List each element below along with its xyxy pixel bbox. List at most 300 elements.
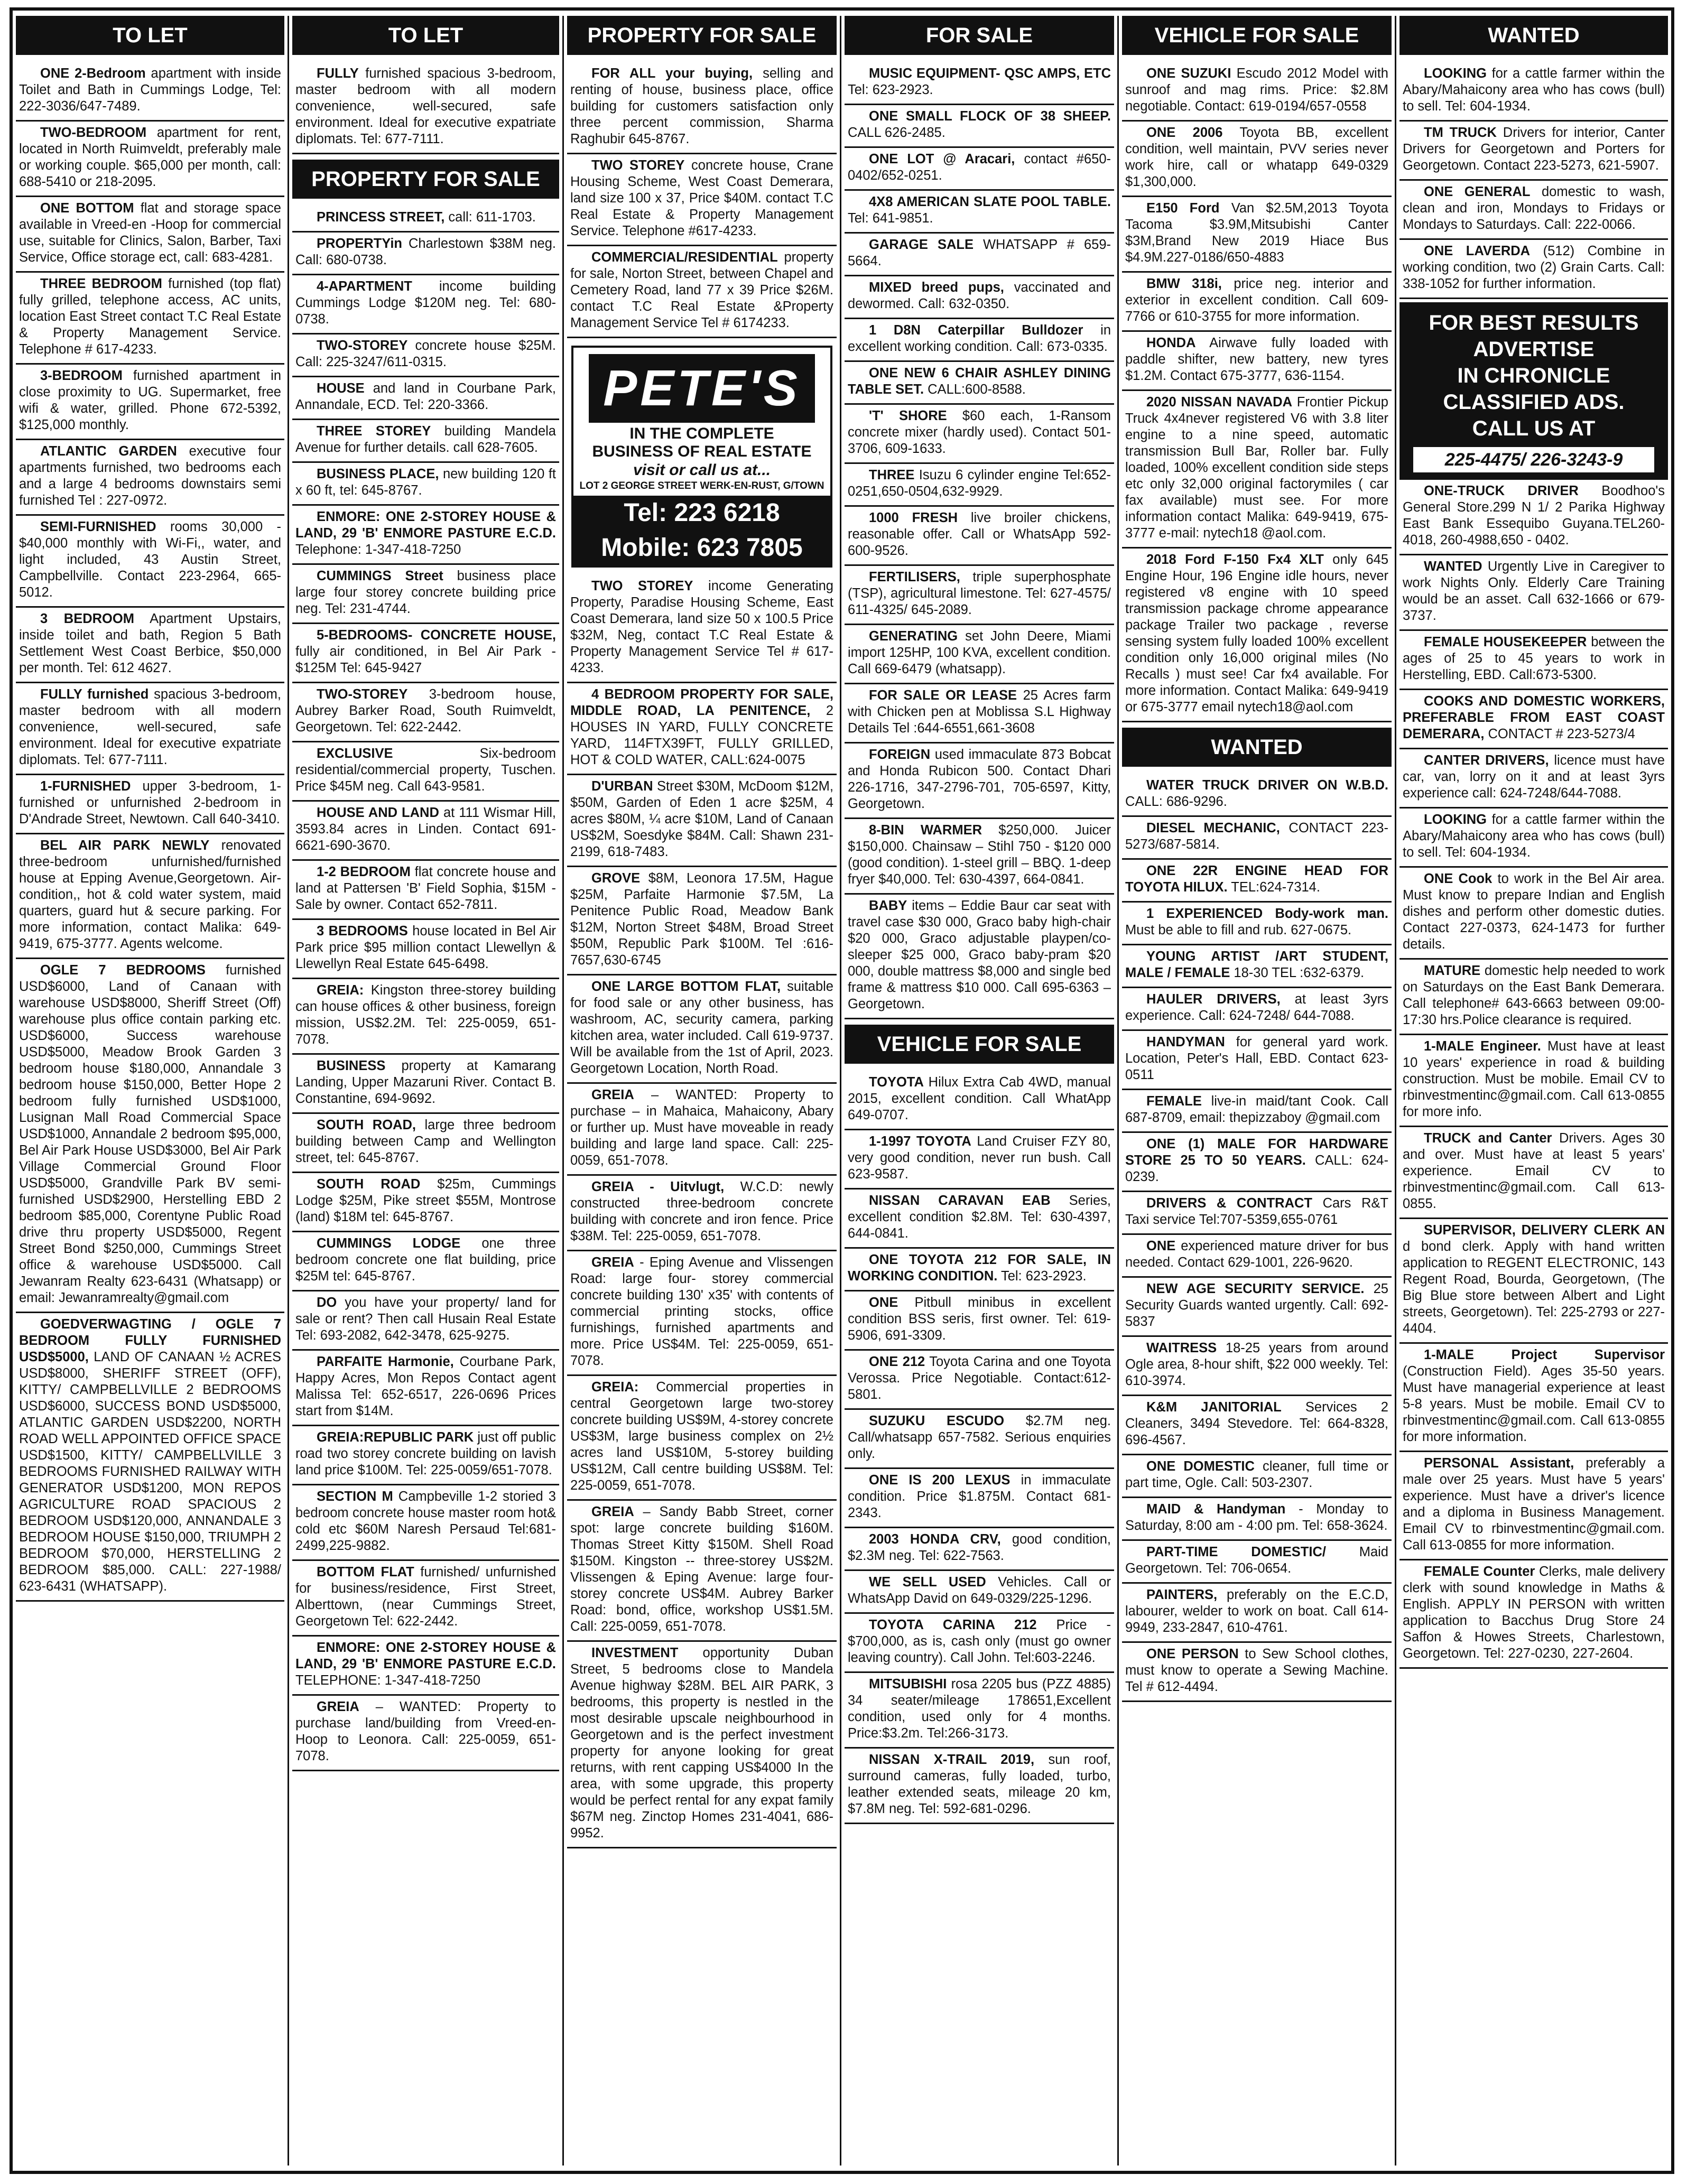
classified-ad	[845, 1291, 1114, 1351]
ad-lead: BMW 318i,	[1146, 276, 1222, 291]
ad-body: CALL: 686-9296.	[1125, 794, 1227, 809]
ad-body: renovated three-bedroom unfurnished/furnished house at Epping Avenue,Georgetown. Air-condition,, hot & cold water system, maid quarters, guard hut & secure parking. For more information, contact Malika: 649-9419, 675-3777. Agents welcome.	[19, 838, 281, 951]
classified-ad	[1122, 197, 1392, 273]
ad-lead: SEMI-FURNISHED	[40, 519, 156, 534]
classified-ad	[292, 1055, 559, 1114]
ad-body: $2.7M neg. Call/whatsapp 657-7582. Serious enquiries only.	[848, 1414, 1111, 1461]
ad-lead: 1-MALE Project Supervisor	[1424, 1347, 1665, 1362]
classified-ad	[845, 1673, 1114, 1749]
ad-body: Courbane Park, Happy Acres, Mon Repos Contact agent Malissa Tel: 652-6517, 226-0696 Prices start from $14M.	[295, 1354, 556, 1418]
ad-body: live-in maid/tant Cook. Call 687-8709, email: thepizzaboy @gmail.com	[1125, 1094, 1388, 1125]
classified-ad	[567, 1501, 837, 1642]
classified-ad	[292, 275, 559, 334]
ad-lead: NEW AGE SECURITY SERVICE.	[1146, 1281, 1365, 1296]
classified-ad	[845, 566, 1114, 625]
ad-lead: MUSIC EQUIPMENT- QSC AMPS, ETC	[869, 66, 1111, 81]
classified-ad	[16, 516, 284, 608]
ad-body: domestic help needed to work on Saturdays on the East Bank Demerara. Call telephone# 643-6663 between 09:00- 17:30 hrs.Police clearance is required.	[1403, 963, 1665, 1027]
ad-lead: ONE SMALL FLOCK OF 38 SHEEP.	[869, 109, 1111, 124]
ad-body: new building 120 ft x 60 ft, tel: 645-8767.	[295, 467, 556, 498]
ad-body: CALL 626-2485.	[848, 125, 946, 140]
ad-body: (Construction Field). Ages 35-50 years. Must have managerial experience at least 5-8 years. Must be mobile. Email CV to rbinvestmentinc@gmail.com. Call 613-0855 for more information.	[1403, 1364, 1665, 1444]
ad-body: sun roof, surround cameras, fully loaded, turbo, leather extended seats, mileage 20 km, $7.8M neg. Tel: 592-681-0296.	[848, 1752, 1111, 1816]
classified-ad	[845, 1528, 1114, 1571]
section-heading: VEHICLE FOR SALE	[845, 1025, 1114, 1064]
classified-ad	[1122, 62, 1392, 122]
classified-ad	[292, 334, 559, 377]
ad-body: in immaculate condition. Price $1.875M. Contact 681-2343.	[848, 1473, 1111, 1520]
ad-lead: OGLE 7 BEDROOMS	[40, 963, 206, 978]
classified-ad	[292, 565, 559, 624]
classified-ad	[845, 684, 1114, 744]
ad-lead: PART-TIME DOMESTIC/	[1146, 1545, 1326, 1559]
ad-lead: 5-BEDROOMS- CONCRETE HOUSE,	[317, 628, 556, 643]
classified-ad	[1399, 1560, 1668, 1669]
classified-ad	[1122, 391, 1392, 549]
ad-body: furnished/ unfurnished for business/residence, First Street, Alberttown, (near Cummings Street, Georgetown Tel: 622-2442.	[295, 1565, 557, 1629]
column-to-let-1	[13, 16, 288, 2166]
ad-body: rosa 2205 bus (PZZ 4885) 34 seater/mileage 178651,Excellent condition, used only for 4 months. Price:$3.2m. Tel:266-3173.	[848, 1677, 1111, 1741]
ad-lead: GREIA	[591, 1504, 634, 1519]
classified-ad	[1122, 774, 1392, 817]
ad-lead: CUMMINGS LODGE	[317, 1236, 461, 1251]
ad-lead: YOUNG ARTIST /ART STUDENT, MALE / FEMALE	[1125, 949, 1388, 980]
classified-ad	[292, 1485, 559, 1561]
ad-lead: GREIA	[591, 1255, 634, 1270]
classified-ad	[1399, 1127, 1668, 1219]
classified-ad	[1122, 273, 1392, 332]
ad-lead: DO	[317, 1295, 337, 1310]
ad-body: Must have at least 10 years' experience in road & building construction. Must be mobile. Email CV to rbinvestmentinc@gmail.com. Call 613-0855 for more info.	[1403, 1039, 1665, 1119]
ad-lead: ONE 2006	[1146, 125, 1223, 140]
classified-ad	[845, 744, 1114, 819]
classified-ad	[292, 920, 559, 979]
ad-lead: GREIA - Uitvlugt,	[591, 1179, 725, 1194]
ad-lead: TWO STOREY	[591, 579, 693, 593]
classified-ad	[845, 1614, 1114, 1673]
ad-lead: 1-FURNISHED	[40, 779, 131, 794]
ad-lead: 'T' SHORE	[869, 408, 947, 423]
ad-body: Boodhoo's General Store.299 N 1/ 2 Parika Highway East Bank Essequibo Guyana.TEL260-4018, 260-4988,650 - 0402.	[1403, 484, 1665, 547]
ad-body: Drivers. Ages 30 and over. Must have at least 5 years' experience. Email CV to rbinvestmentinc@gmail.com. Call 613-0855.	[1403, 1131, 1665, 1211]
ad-body: Urgently Live in Caregiver to work Nights Only. Elderly Care Training would be an asset. Call 632-1666 or 679-3737.	[1403, 559, 1665, 623]
classified-ad	[292, 233, 559, 275]
classified-ad	[292, 1426, 559, 1485]
classified-ad	[292, 861, 559, 920]
ad-lead: NISSAN X-TRAIL 2019,	[869, 1752, 1035, 1767]
classified-ad	[16, 440, 284, 516]
classified-ad	[845, 276, 1114, 319]
ad-body: Price - $700,000, as is, cash only (must go owner leaving country). Call John. Tel:603-2246.	[848, 1618, 1111, 1665]
ad-lead: SOUTH ROAD,	[317, 1118, 416, 1132]
classified-ad	[292, 206, 559, 233]
petes-logo: PETE'S	[589, 354, 815, 423]
ad-lead: 4-APARTMENT	[317, 279, 412, 294]
ad-lead: LOOKING	[1424, 812, 1487, 827]
classified-ad	[1122, 122, 1392, 197]
ad-body: income Generating Property, Paradise Housing Scheme, East Coast Demerara, land size 50 x 100.5 Price $32M, Neg, contact T.C Real Estate & Property Management Service Tel # 617-4233.	[570, 579, 833, 675]
classified-ad	[1399, 181, 1668, 240]
classified-ad	[1122, 1584, 1392, 1643]
ad-lead: NISSAN CARAVAN EAB	[869, 1193, 1051, 1208]
ad-body: Street $30M, McDoom $12M, $50M, Garden of Eden 1 acre $25M, 4 acres $80M, ¼ acre $10M, Land of Canaan US$2M, Soesdyke $84M. Call: Shawn 231-2199, 618-7483.	[570, 779, 834, 859]
ad-lead: ONE DOMESTIC	[1146, 1459, 1255, 1474]
ad-body: furnished apartment in close proximity to UG. Supermarket, free wifi & water, grilled. Phone 672-5392, $125,000 monthly.	[19, 368, 281, 432]
ad-body: rooms 30,000 - $40,000 monthly with Wi-Fi,, water, and light included, 43 Austin Street, Campbellville. Contact 223-2964, 665-5012.	[19, 519, 281, 600]
column-wanted	[1395, 16, 1671, 2166]
ad-lead: TWO-BEDROOM	[40, 125, 147, 140]
ad-lead: HOUSE AND LAND	[317, 805, 439, 820]
ad-body: contact #650-0402/652-0251.	[848, 152, 1111, 183]
classified-ad	[292, 802, 559, 861]
ad-lead: FOR SALE OR LEASE	[869, 688, 1017, 703]
classified-ad	[1399, 808, 1668, 868]
ad-body: experienced mature driver for bus needed. Contact 629-1001, 226-9620.	[1125, 1239, 1388, 1270]
ad-body: Commercial properties in central Georgetown large two-storey concrete building US$9M, 4-storey concrete US$3M, large business complex on 2½ acres land US$10M, 5-storey building US$12M, Call centre building US$8M. Tel: 225-0059, 651-7078.	[570, 1380, 833, 1493]
classifieds-page	[10, 7, 1674, 2174]
classified-ad	[845, 1469, 1114, 1528]
ad-body: $60 each, 1-Ransom concrete mixer (hardly used). Contact 501-3706, 609-1633.	[848, 408, 1111, 456]
ad-body: Tel: 641-9851.	[848, 211, 933, 226]
classified-ad	[292, 420, 559, 463]
classified-ad	[1122, 1455, 1392, 1498]
ad-body: CONTACT # 223-5273/4	[1488, 727, 1635, 741]
ad-lead: FULLY furnished	[40, 687, 149, 702]
classified-ad	[1122, 1643, 1392, 1702]
classified-ad	[1122, 332, 1392, 391]
classified-ad	[845, 1071, 1114, 1130]
ad-body: Charlestown $38M neg. Call: 680-0738.	[295, 236, 556, 267]
ad-lead: GREIA	[591, 1088, 634, 1102]
ad-address: LOT 2 GEORGE STREET WERK-EN-RUST, G/TOWN	[579, 480, 824, 491]
promo-line: FOR BEST RESULTS	[1429, 311, 1639, 334]
ad-body: 2 HOUSES IN YARD, FULLY CONCRETE YARD, 114FTX39FT, FULLY GRILLED, HOT & COLD WATER, CALL:624-0075	[570, 703, 834, 767]
petes-real-estate-ad	[571, 346, 832, 568]
ad-body: Apartment Upstairs, inside toilet and bath, Region 5 Bath Settlement West Coast Berbice, $50,000 per month. Tel: 612 4627.	[19, 611, 281, 675]
classified-ad	[292, 742, 559, 802]
classified-ad	[292, 624, 559, 683]
ad-body: W.C.D: newly constructed three-bedroom concrete building with concrete and iron fence. Price $38M. Tel: 225-0059, 651-7078.	[570, 1179, 833, 1243]
ad-lead: ONE LAVERDA	[1424, 244, 1531, 258]
ad-body: Maid Georgetown. Tel: 706-0654.	[1125, 1545, 1388, 1576]
ad-body: 18-30 TEL :632-6379.	[1234, 965, 1365, 980]
classified-ad	[845, 191, 1114, 234]
ad-body: Services 2 Cleaners, 3494 Stevedore. Tel: 664-8328, 696-4567.	[1125, 1400, 1388, 1447]
classified-ad	[567, 1176, 837, 1251]
classified-ad	[1122, 1192, 1392, 1235]
chronicle-promo-box	[1399, 302, 1668, 480]
ad-lead: E150 Ford	[1146, 201, 1220, 216]
ad-body: 25 Security Guards wanted urgently. Call: 692-5837	[1125, 1281, 1388, 1329]
ad-body: income building Cummings Lodge $120M neg. Tel: 680-0738.	[295, 279, 556, 327]
ad-lead: MITSUBISHI	[869, 1677, 947, 1692]
classified-ad	[567, 1251, 837, 1376]
ad-body: Series, excellent condition $2.8M. Tel: 630-4397, 644-0841.	[848, 1193, 1111, 1241]
ad-lead: THREE BEDROOM	[40, 276, 162, 291]
ad-body: between the ages of 25 to 45 years to work in Herstelling, EBD. Call:673-5300.	[1403, 635, 1665, 682]
ad-body: – WANTED: Property to purchase land/building from Vreed-en-Hoop to Leonora. Call: 225-0059, 651-7078.	[295, 1699, 556, 1763]
ad-lead: ONE	[1146, 1239, 1176, 1253]
ad-body: triple superphosphate (TSP), agricultural limestone. Tel: 627-4575/ 611-4325/ 645-2089.	[848, 570, 1111, 617]
ad-body: preferably a male over 25 years. Must have 5 years' experience. Must have a driver's licence and a diploma in Business Management. Email CV to rbinvestmentinc@gmail.com. Call 613-0855 for more information.	[1403, 1456, 1665, 1553]
ad-body: Toyota Carina and one Toyota Verossa. Price Negotiable. Contact:612-5801.	[848, 1354, 1111, 1402]
ad-lead: FEMALE HOUSEKEEPER	[1424, 635, 1587, 649]
ad-lead: BEL AIR PARK NEWLY	[40, 838, 210, 853]
ad-lead: SUPERVISOR, DELIVERY CLERK AN	[1424, 1223, 1665, 1238]
section-heading: WANTED	[1399, 16, 1668, 55]
ad-body: opportunity Duban Street, 5 bedrooms close to Mandela Avenue highway $28M. BEL AIR PARK, 3 bedrooms, this property is nestled in the most desirable upscale neighbourhood in Georgetown and is the perfect investment property for anyone looking for great returns, with rent capping US$4000 In the area, with some upgrade, this property would be perfect rental for any expat family $67M neg. Zinctop Homes 231-4041, 686-9952.	[570, 1646, 833, 1841]
ad-body: business place large four storey concrete building price neg. Tel: 231-4744.	[295, 569, 556, 616]
ad-lead: LOOKING	[1424, 66, 1487, 81]
classified-ad	[1399, 240, 1668, 299]
classified-ad	[1399, 960, 1668, 1035]
ad-body: Frontier Pickup Truck 4x4never registered V6 with 3.8 liter engine to a nine speed, automatic transmission Bull Bar, Roller bar. Fully loaded, 100% excellent condition side steps etc only 32,000 original factorymiles ( car fax available) must see. For more information contact Malika: 649-9419, 675-3777 e-mail: nytech18 @aol.com.	[1125, 395, 1388, 541]
ad-body: preferably on the E.C.D, labourer, welder to work on boat. Call 614-9949, 233-2847, 610-4761.	[1125, 1587, 1388, 1635]
ad-body: for general yard work. Location, Peter's Hall, EBD. Contact 623-0511	[1125, 1035, 1389, 1082]
ad-body: 18-25 years from around Ogle area, 8-hour shift, $22 000 weekly. Tel: 610-3974.	[1125, 1341, 1388, 1388]
ad-lead: 8-BIN WARMER	[869, 823, 982, 838]
promo-line: CLASSIFIED ADS.	[1443, 391, 1625, 414]
ad-body: Clerks, male delivery clerk with sound knowledge in Maths & English. APPLY IN PERSON with written application to Bacchus Drug Store 24 Saffon & Howes Streets, Charlestown, Georgetown. Tel: 227-0230, 227-2604.	[1403, 1564, 1665, 1661]
ad-body: at 111 Wismar Hill, 3593.84 acres in Linden. Contact 691-6621-690-3670.	[295, 805, 556, 853]
ad-body: TEL:624-7314.	[1231, 880, 1320, 895]
ad-lead: HOUSE	[317, 381, 365, 396]
ad-body: to work in the Bel Air area. Must know to prepare Indian and English dishes and perform other domestic duties. Contact 227-0373, 624-1473 for further details.	[1403, 871, 1665, 952]
classified-ad	[1122, 817, 1392, 860]
ad-body: apartment for rent, located in North Ruimveldt, preferably male or working couple. $65,000 per month, call: 688-5410 or 218-2095.	[19, 125, 282, 189]
classified-ad	[292, 1561, 559, 1637]
classified-ad	[1399, 62, 1668, 122]
classified-ad	[1122, 1541, 1392, 1584]
ad-lead: GREIA:	[317, 983, 364, 998]
ad-lead: 1-MALE Engineer.	[1424, 1039, 1541, 1054]
ad-lead: FOR ALL your buying,	[591, 66, 753, 81]
classified-ad	[1122, 1031, 1392, 1090]
classified-ad	[16, 959, 284, 1313]
classified-ad	[845, 895, 1114, 1019]
ad-body: executive four apartments furnished, two bedrooms each and a large 4 bedrooms downstairs semi furnished Tel : 227-0972.	[19, 444, 281, 508]
ad-lead: MATURE	[1424, 963, 1481, 978]
classified-ad	[292, 1173, 559, 1232]
ad-body: fully air conditioned, in Bel Air Park - $125M Tel: 645-9427	[295, 644, 556, 675]
classified-ad	[1399, 1219, 1668, 1344]
ad-lead: COOKS AND DOMESTIC WORKERS, PREFERABLE FROM EAST COAST DEMERARA,	[1403, 694, 1665, 741]
ad-lead: BUSINESS	[317, 1058, 386, 1073]
ad-body: in excellent working condition. Call: 673-0335.	[848, 323, 1111, 354]
classified-ad	[845, 464, 1114, 507]
ad-body: only 645 Engine Hour, 196 Engine idle hours, never registered v8 engine with 10 speed transmission package chrome appearance package Trailer two package , reverse sensing system fully loaded 100% excellent condition only 16,000 original miles (No Recalls ) must see! Car fx4 available. For more information. Contact Malika: 649-9419 or 675-3777 email nytech18@aol.com	[1125, 552, 1388, 714]
ad-body: call: 611-1703.	[448, 210, 536, 225]
ad-lead: 2018 Ford F-150 Fx4 XLT	[1146, 552, 1324, 567]
ad-lead: ONE LARGE BOTTOM FLAT,	[591, 979, 781, 994]
ad-lead: 1 EXPERIENCED Body-work man.	[1146, 906, 1388, 921]
section-heading: VEHICLE FOR SALE	[1122, 16, 1392, 55]
ad-lead: TWO STOREY	[591, 158, 685, 173]
ad-lead: ONE 212	[869, 1354, 925, 1369]
classified-ad	[16, 1313, 284, 1602]
classified-ad	[292, 1114, 559, 1173]
ad-body: furnished USD$6000, Land of Canaan with warehouse USD$8000, Sheriff Street (Off) warehouse plus office contain parking etc. USD$6000, Success warehouse USD$5000, Meadow Brook Garden 3 bedroom house $180,000, Annandale 3 bedroom house $150,000, Better Hope 2 bedroom fully furnished USD$1000, Lusignan Mall Road Commercial Space USD$1000, Annandale 2 bedroom $95,000, Bel Air Park House USD$3000, Bel Air Park Village Commercial Ground Floor USD$5000, Grandville Park BV semi- furnished USD$2900, Herstelling EBD 2 bedroom $85,000, Corentyne Public Road drive thru property USD$5000, Regent Street Bond $250,000, Cummings Street office & warehouse USD$5000. Call Jewanram Realty 623-6431 (Whatsapp) or email: Jewanramrealty@gmail.com	[19, 963, 282, 1305]
ad-body: set John Deere, Miami import 125HP, 100 KVA, excellent condition. Call 669-6479 (whatsapp).	[848, 629, 1111, 676]
ad-body: CALL: 624-0239.	[1125, 1153, 1388, 1184]
ad-body: concrete house, Crane Housing Scheme, West Coast Demerara, land size 100 x 37, Price $40M. contact T.C Real Estate & Property Management Service. Telephone #617-4233.	[570, 158, 833, 238]
ad-body: large three bedroom building between Camp and Wellington street, tel: 645-8767.	[295, 1118, 557, 1165]
classified-ad	[845, 362, 1114, 405]
ad-lead: 4 BEDROOM PROPERTY FOR SALE, MIDDLE ROAD, LA PENITENCE,	[570, 687, 833, 718]
ad-lead: GARAGE SALE	[869, 237, 974, 252]
promo-line: IN CHRONICLE	[1457, 364, 1610, 387]
classified-ad	[292, 1291, 559, 1351]
classified-ad	[1122, 1090, 1392, 1133]
promo-line: ADVERTISE	[1473, 338, 1595, 361]
ad-lead: ONE LOT @ Aracari,	[869, 152, 1015, 166]
ad-body: apartment with inside Toilet and Bath in Cummings Lodge, Tel: 222-3036/647-7489.	[19, 66, 281, 114]
classified-ad	[1399, 480, 1668, 555]
ad-lead: ONE 22R ENGINE HEAD FOR TOYOTA HILUX.	[1125, 863, 1388, 895]
ad-body: house located in Bel Air Park price $95 million contact Llewellyn & Llewellyn Real Estate 645-6498.	[295, 924, 556, 971]
classified-ad	[845, 148, 1114, 191]
ad-lead: BOTTOM FLAT	[317, 1565, 414, 1579]
classified-ad	[16, 273, 284, 365]
ad-lead: GREIA:REPUBLIC PARK	[317, 1430, 474, 1445]
classified-ad	[845, 234, 1114, 276]
ad-lead: ONE NEW 6 CHAIR ASHLEY DINING TABLE SET.	[848, 366, 1111, 397]
ad-lead: BUSINESS PLACE,	[317, 467, 439, 481]
ad-lead: FERTILISERS,	[869, 570, 960, 584]
ad-lead: K&M JANITORIAL	[1146, 1400, 1282, 1415]
classified-ad	[845, 1189, 1114, 1249]
section-heading: PROPERTY FOR SALE	[292, 160, 559, 199]
classified-ad	[845, 1130, 1114, 1189]
classified-ad	[567, 683, 837, 775]
ad-body: for a cattle farmer within the Abary/Mahaicony area who has cows (bull) to sell. Tel: 604-1934.	[1403, 66, 1665, 114]
ad-body: upper 3-bedroom, 1-furnished or unfurnished 2-bedroom in D'Andrade Street, Newtown. Call 640-3410.	[19, 779, 281, 826]
ad-body: items – Eddie Baur car seat with travel case $30 000, Graco baby high-chair $20 000, Graco adjustable playpen/co-sleeper $25 000, Graco baby-pram $20 000, double mattress $8,000 and single bed frame & mattress $10 000. Call 695-6363 – Georgetown.	[848, 898, 1111, 1011]
classified-ad	[567, 575, 837, 683]
ad-lead: PRINCESS STREET,	[317, 210, 445, 225]
classified-ad	[1399, 1452, 1668, 1560]
ad-body: flat concrete house and land at Pattersen 'B' Field Sophia, $15M - Sale by owner. Contact 652-7811.	[295, 865, 556, 912]
ad-lead: PAINTERS,	[1146, 1587, 1218, 1602]
classified-ad	[567, 1642, 837, 1848]
ad-body: concrete house $25M. Call: 225-3247/611-0315.	[295, 338, 556, 369]
ad-lead: ONE PERSON	[1146, 1647, 1239, 1661]
ad-lead: ONE IS 200 LEXUS	[869, 1473, 1011, 1488]
ad-lead: 3 BEDROOMS	[317, 924, 408, 938]
classified-ad	[292, 62, 559, 154]
ad-body: Pitbull minibus in excellent condition BSS seris, first owner. Tel: 619-5906, 691-3309.	[848, 1295, 1111, 1343]
classified-ad	[292, 463, 559, 506]
ad-body: CALL:600-8588.	[928, 382, 1026, 397]
ad-body: $250,000. Juicer $150,000. Chainsaw – Stihl 750 - $120 000 (good condition). 1-steel grill – BBQ. 1-deep fryer $40,000. Tel: 630-4397, 664-0841.	[848, 823, 1111, 887]
ad-lead: SECTION M	[317, 1489, 393, 1504]
classified-ad	[1122, 1235, 1392, 1278]
ad-body: property at Kamarang Landing, Upper Mazaruni River. Contact B. Constantine, 694-9692.	[295, 1058, 556, 1106]
promo-phones: 225-4475/ 226-3243-9	[1413, 447, 1654, 472]
ad-body: licence must have car, van, lorry on it and at least 3yrs experience call: 624-7248/644-7088.	[1403, 753, 1665, 801]
ad-body: to Sew School clothes, must know to operate a Sewing Machine. Tel # 612-4494.	[1125, 1647, 1388, 1694]
ad-lead: WANTED	[1424, 559, 1482, 574]
section-heading: FOR SALE	[845, 16, 1114, 55]
ad-lead: SUZUKU ESCUDO	[869, 1414, 1005, 1428]
ad-body: Cars R&T Taxi service Tel:707-5359,655-0761	[1125, 1196, 1388, 1227]
ad-lead: D'URBAN	[591, 779, 653, 794]
classified-ad	[16, 834, 284, 959]
ad-body: at least 3yrs experience. Call: 624-7248/ 644-7088.	[1125, 992, 1388, 1023]
ad-lead: FEMALE Counter	[1424, 1564, 1535, 1579]
ad-body: spacious 3-bedroom, master bedroom with all modern convenience, well-secured, safe environment. Ideal for executive expatriate diplomats. Tel: 677-7111.	[19, 687, 281, 767]
ad-body: selling and renting of house, business place, office building for customers satisfaction only three percent commission, Sharma Raghubir 645-8767.	[570, 66, 833, 146]
ad-body: suitable for food sale or any other business, has washroom, AC, security camera, parking kitchen area, water included. Call 619-9737. Will be available from the 1st of April, 2023. Georgetown Location, North Road.	[570, 979, 833, 1076]
ad-lead: HAULER DRIVERS,	[1146, 992, 1281, 1007]
ad-body: (512) Combine in working condition, two (2) Grain Carts. Call: 338-1052 for further information.	[1403, 244, 1665, 291]
ad-body: – WANTED: Property to purchase – in Mahaica, Mahaicony, Abary or further up. Must have moveable in ready building and large land space. Call: 225-0059, 651-7078.	[570, 1088, 833, 1168]
ad-lead: TRUCK and Canter	[1424, 1131, 1552, 1146]
classified-ad	[1399, 868, 1668, 960]
classified-ad	[845, 1249, 1114, 1291]
ad-lead: TWO-STOREY	[317, 687, 408, 702]
ad-lead: WAITRESS	[1146, 1341, 1217, 1355]
classified-ad	[567, 154, 837, 246]
ad-lead: COMMERCIAL/RESIDENTIAL	[591, 250, 778, 265]
ad-lead: HANDYMAN	[1146, 1035, 1225, 1049]
ad-body: for a cattle farmer within the Abary/Mahaicony area who has cows (bull) to sell. Tel: 604-1934.	[1403, 812, 1665, 860]
ad-lead: TWO-STOREY	[317, 338, 408, 353]
ad-tel: Tel: 223 6218	[573, 496, 830, 531]
classified-ad	[845, 405, 1114, 464]
ad-lead: HONDA	[1146, 336, 1196, 350]
ad-lead: GENERATING	[869, 629, 958, 644]
classified-ad	[845, 507, 1114, 566]
ad-lead: INVESTMENT	[591, 1646, 679, 1660]
classified-ad	[845, 1351, 1114, 1410]
ad-lead: EXCLUSIVE	[317, 746, 393, 761]
classified-ad	[1399, 749, 1668, 808]
section-heading: PROPERTY FOR SALE	[567, 16, 837, 55]
ad-lead: ONE Cook	[1424, 871, 1493, 886]
classified-ad	[1122, 988, 1392, 1031]
classified-ad	[1122, 1278, 1392, 1337]
ad-body: furnished spacious 3-bedroom, master bedroom with all modern convenience, well-secured, safe environment. Ideal for executive expatriate diplomats. Tel: 677-7111.	[295, 66, 556, 146]
ad-lead: TM TRUCK	[1424, 125, 1497, 140]
column-vehicle-for-sale	[1117, 16, 1395, 2166]
ad-body: d bond clerk. Apply with hand written application to REGENT ELECTRONIC, 143 Regent Road, Bourda, Georgetown, (The Big Blue store between Albert and Light streets, Georgetown). Tel: 225-2793 or 227-4404.	[1403, 1239, 1665, 1336]
ad-body: vaccinated and dewormed. Call: 632-0350.	[848, 280, 1111, 311]
ad-body: one three bedroom concrete one flat building, price $25M tel: 645-8767.	[295, 1236, 556, 1284]
ad-body: cleaner, full time or part time, Ogle. Call: 503-2307.	[1125, 1459, 1388, 1490]
classified-ad	[1122, 1396, 1392, 1455]
ad-lead: ATLANTIC GARDEN	[40, 444, 177, 459]
classified-ad	[1122, 860, 1392, 903]
ad-lead: 1-2 BEDROOM	[317, 865, 411, 879]
classified-ad	[292, 1696, 559, 1771]
classified-ad	[16, 683, 284, 775]
ad-lead: GROVE	[591, 871, 641, 886]
ad-lead: CANTER DRIVERS,	[1424, 753, 1549, 768]
ad-body: Van $2.5M,2013 Toyota Tacoma $3.9M,Mitsubishi Canter $3M,Brand New 2019 Hiace Bus $4.9M.227-0186/650-4883	[1125, 201, 1388, 265]
ad-body: Campbeville 1-2 storied 3 bedroom concrete house master room hot& cold etc $60M Naresh Persaud Tel:681-2499,225-9882.	[295, 1489, 556, 1553]
ad-body: used immaculate 873 Bobcat and Honda Rubicon 500. Contact Dhari 226-1716, 347-2796-701, 705-6597, Kitty, Georgetown.	[848, 747, 1111, 811]
column-for-sale	[840, 16, 1117, 2166]
ad-lead: GREIA	[317, 1699, 359, 1714]
ad-lead: 2003 HONDA CRV,	[869, 1532, 1001, 1547]
ad-body: 3-bedroom house, Aubrey Barker Road, South Ruimveldt, Georgetown. Tel: 622-2442.	[295, 687, 556, 735]
ad-lead: 4X8 AMERICAN SLATE POOL TABLE.	[869, 194, 1111, 209]
ad-lead: CUMMINGS Street	[317, 569, 443, 583]
ad-lead: ONE 2-Bedroom	[40, 66, 146, 81]
ad-body: TELEPHONE: 1-347-418-7250	[295, 1673, 481, 1688]
classified-ad	[1122, 549, 1392, 722]
